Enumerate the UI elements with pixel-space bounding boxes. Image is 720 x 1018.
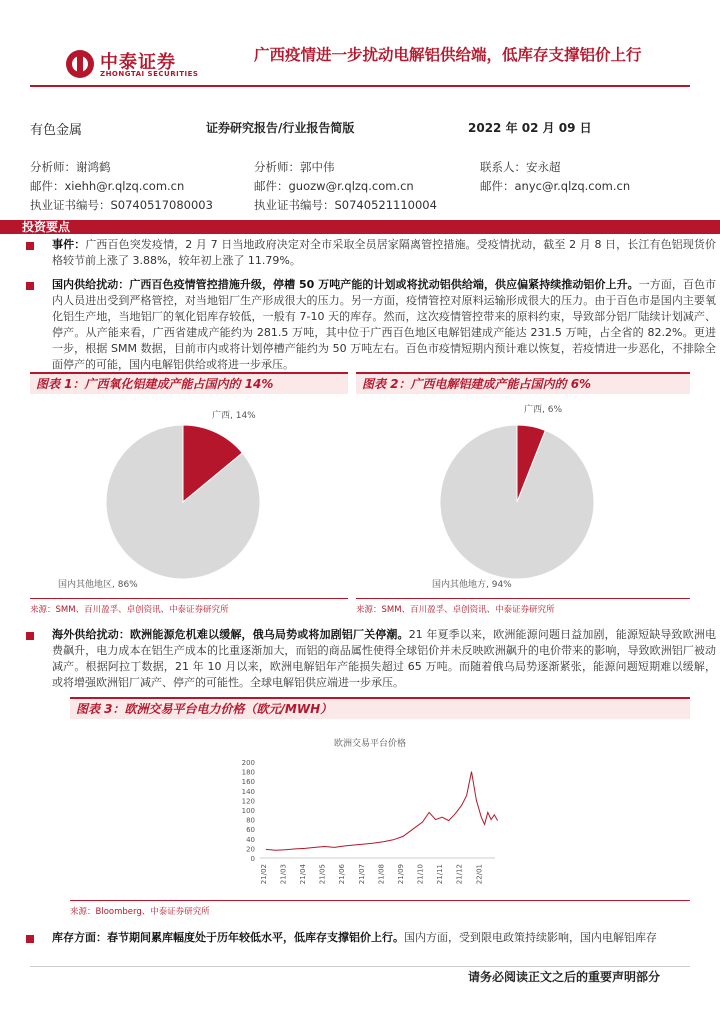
x-tick-label: 21/07: [357, 864, 366, 885]
x-tick-label: 21/06: [338, 864, 347, 885]
y-tick-label: 120: [241, 797, 255, 806]
x-tick-label: 21/09: [396, 864, 405, 885]
x-tick-label: 21/04: [299, 864, 308, 885]
fig1-rule: [30, 598, 348, 599]
x-tick-label: 21/11: [436, 864, 445, 885]
paragraph-inventory-head: 库存方面：春节期间累库幅度处于历年较低水平，低库存支撑铝价上行。: [52, 931, 404, 944]
analyst-1-cert: 执业证书编号：S0740517080003: [30, 198, 213, 212]
y-tick-label: 80: [246, 816, 255, 825]
logo-icon: [66, 50, 94, 78]
y-tick-label: 0: [250, 855, 255, 863]
y-tick-label: 100: [241, 807, 255, 815]
x-tick-label: 21/10: [416, 864, 425, 885]
bullet-icon: [26, 632, 34, 640]
bullet-icon: [26, 282, 34, 290]
contact-name: 联系人：安永超: [480, 160, 561, 174]
bullet-icon: [26, 242, 34, 250]
report-type: 证券研究报告/行业报告简版: [206, 121, 355, 135]
fig2-source: 来源：SMM、百川盈孚、卓创资讯、中泰证券研究所: [356, 605, 555, 615]
fig1-label-other: 国内其他地区, 86%: [58, 580, 138, 590]
paragraph-overseas-head: 海外供给扰动：欧洲能源危机难以缓解，俄乌局势或将加剧铝厂关停潮。: [52, 628, 409, 641]
fig2-label-guangxi: 广西, 6%: [524, 405, 562, 415]
x-tick-label: 22/01: [475, 864, 484, 885]
paragraph-event: [52, 237, 716, 269]
fig3-rule: [70, 900, 690, 901]
fig2-pie-chart: [356, 396, 690, 596]
fig1-title: 图表 1：广西氧化铝建成产能占国内的 14%: [30, 372, 348, 394]
logo-cn: 中泰证券: [100, 52, 176, 73]
footer-divider: [30, 966, 690, 967]
fig3-line-chart: [70, 722, 690, 898]
y-tick-label: 140: [241, 787, 255, 796]
bullet-icon: [26, 935, 34, 943]
y-tick-label: 20: [246, 845, 255, 854]
x-tick-label: 21/03: [279, 864, 288, 885]
y-tick-label: 180: [241, 768, 255, 777]
fig3-title: 图表 3：欧洲交易平台电力价格（欧元/MWH）: [70, 697, 690, 719]
x-tick-label: 21/02: [259, 864, 268, 885]
analyst-1-email: 邮件：xiehh@r.qlzq.com.cn: [30, 179, 185, 193]
paragraph-domestic-body: 一方面，百色市内人员进出受到严格管控，对当地铝厂生产形成很大的压力。另一方面，疫情管控对原料运输形成很大的压力。由于百色市是国内主要氧化铝生产地，当地铝厂的氧化铝库存较低，一般有 7-10 天的库存。然而，这次疫情管控带来的原料约束，导致部分铝厂陆续计划减产、停产。从产能来看，广西省建成产能约为 281.5 万吨，其中位于广西百色地区电解铝建成产能达 231.5 万吨，占全省的 82.2%。更进一步，根据 SMM 数据，目前市内或将计划停槽产能约为 50 万吨左右。百色市疫情短期内预计难以恢复，若疫情进一步恶化，不排除全面停产的可能，国内电解铝供给或将进一步承压。: [52, 278, 716, 371]
fig1-pie-chart: [30, 396, 348, 596]
x-tick-label: 21/12: [455, 864, 464, 885]
fig2-title: 图表 2：广西电解铝建成产能占国内的 6%: [356, 372, 690, 394]
analyst-2-email: 邮件：guozw@r.qlzq.com.cn: [254, 179, 414, 193]
analyst-1-name: 分析师：谢鸿鹤: [30, 160, 111, 174]
x-tick-label: 21/05: [318, 864, 327, 885]
paragraph-inventory: [52, 930, 716, 946]
header-divider: [30, 85, 690, 87]
y-tick-label: 40: [246, 835, 255, 844]
y-tick-label: 200: [241, 759, 255, 767]
series-line-0: [266, 772, 498, 851]
paragraph-domestic: [52, 277, 716, 373]
y-tick-label: 160: [241, 778, 255, 787]
y-tick-label: 60: [246, 826, 255, 835]
fig3-chart-title: 欧洲交易平台价格: [333, 739, 407, 749]
contact-email: 邮件：anyc@r.qlzq.com.cn: [480, 179, 631, 193]
footer-disclaimer: 请务必阅读正文之后的重要声明部分: [468, 970, 661, 984]
logo-en: ZHONGTAI SECURITIES: [100, 70, 199, 78]
paragraph-event-head: 事件：: [52, 238, 86, 251]
section-title: 投资要点: [22, 220, 71, 234]
paragraph-inventory-body: 国内方面，受到限电政策持续影响，国内电解铝库存: [404, 931, 657, 944]
paragraph-overseas-body: 21 年夏季以来，欧洲能源问题日益加剧，能源短缺导致欧洲电费飙升，电力成本在铝生产成本的比重逐渐加大，而铝的商品属性使得全球铝价并未反映欧洲飙升的电价带来的影响，导致欧洲铝厂被动减产。根据阿拉丁数据，21 年 10 月以来，欧洲电解铝年产能损失超过 65 万吨。而随着俄乌局势逐渐紧张，能源问题短期难以缓解，或将增强欧洲铝厂减产、停产的可能性。全球电解铝供应端进一步承压。: [52, 628, 716, 689]
fig1-label-guangxi: 广西, 14%: [212, 411, 256, 421]
paragraph-overseas: [52, 627, 716, 691]
paragraph-event-body: 广西百色突发疫情，2 月 7 日当地政府决定对全市采取全员居家隔离管控措施。受疫情扰动，截至 2 月 8 日，长江有色铝现货价格较节前上涨了 3.88%，较年初上涨了 11.79%。: [52, 238, 717, 267]
report-title: 广西疫情进一步扰动电解铝供给端，低库存支撑铝价上行: [254, 45, 642, 64]
industry-label: 有色金属: [30, 123, 83, 138]
fig1-source: 来源：SMM、百川盈孚、卓创资讯、中泰证券研究所: [30, 605, 229, 615]
fig2-label-other: 国内其他地方, 94%: [432, 580, 512, 590]
pie-slice-1: [440, 425, 594, 579]
fig2-rule: [356, 598, 690, 599]
report-date: 2022 年 02 月 09 日: [468, 121, 592, 135]
analyst-2-name: 分析师：郭中伟: [254, 160, 335, 174]
analyst-2-cert: 执业证书编号：S0740521110004: [254, 198, 437, 212]
fig3-source: 来源：Bloomberg、中泰证券研究所: [70, 907, 210, 917]
paragraph-domestic-head: 国内供给扰动：广西百色疫情管控措施升级，停槽 50 万吨产能的计划或将扰动铝供给端，供应偏紧持续推动铝价上升。: [52, 278, 639, 291]
section-bar: [0, 220, 720, 234]
x-tick-label: 21/08: [377, 864, 386, 885]
